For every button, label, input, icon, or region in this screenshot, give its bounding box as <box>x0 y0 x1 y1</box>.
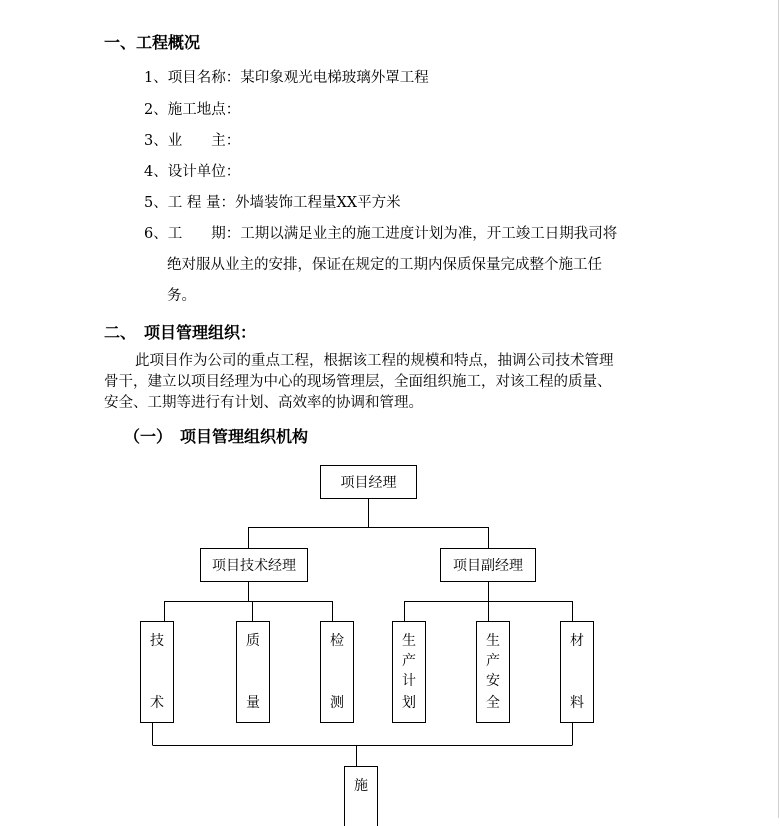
char: 产 <box>402 653 416 669</box>
char: 划 <box>402 695 416 711</box>
item-owner: 3、业 主： <box>144 133 241 149</box>
paragraph-line-3: 安全、工期等进行有计划、高效率的协调和管理。 <box>104 395 423 411</box>
org-node-quality <box>236 621 270 723</box>
org-node-technology <box>140 621 174 723</box>
org-node-construction <box>344 766 378 826</box>
char: 检 <box>330 633 344 649</box>
char: 料 <box>570 695 584 711</box>
char: 全 <box>486 695 500 711</box>
paragraph-line-1: 此项目作为公司的重点工程，根据该工程的规模和特点，抽调公司技术管理 <box>135 353 614 369</box>
char: 术 <box>150 695 164 711</box>
item-schedule-cont-2: 务。 <box>167 288 196 304</box>
item-design-unit: 4、设计单位： <box>144 164 241 180</box>
org-node-tech-manager: 项目技术经理 <box>200 548 308 582</box>
char: 生 <box>486 633 500 649</box>
char: 施 <box>354 778 368 794</box>
item-schedule: 6、工 期：工期以满足业主的施工进度计划为准，开工竣工日期我司将 <box>144 226 618 242</box>
char: 技 <box>150 633 164 649</box>
section-1-title: 一、工程概况 <box>104 33 201 52</box>
char: 产 <box>486 653 500 669</box>
org-node-production-plan <box>392 621 426 723</box>
section-2-title: 二、 项目管理组织： <box>104 323 257 342</box>
char: 计 <box>402 673 416 689</box>
org-node-project-manager: 项目经理 <box>320 465 417 499</box>
item-schedule-cont-1: 绝对服从业主的安排，保证在规定的工期内保质保量完成整个施工任 <box>167 257 602 273</box>
subsection-title: （一） 项目管理组织机构 <box>124 427 309 446</box>
item-location: 2、施工地点： <box>144 102 241 118</box>
char: 材 <box>570 633 584 649</box>
char: 生 <box>402 633 416 649</box>
char: 量 <box>246 695 260 711</box>
item-project-name: 1、项目名称：某印象观光电梯玻璃外罩工程 <box>144 70 429 86</box>
org-node-materials <box>560 621 594 723</box>
char: 安 <box>486 673 500 689</box>
char: 测 <box>330 695 344 711</box>
org-node-deputy-manager: 项目副经理 <box>440 548 536 582</box>
char: 质 <box>246 633 260 649</box>
org-node-production-safety <box>476 621 510 723</box>
org-node-testing <box>320 621 354 723</box>
item-quantity: 5、工 程 量：外墙装饰工程量XX平方米 <box>144 195 401 211</box>
paragraph-line-2: 骨干，建立以项目经理为中心的现场管理层，全面组织施工，对该工程的质量、 <box>104 374 612 390</box>
